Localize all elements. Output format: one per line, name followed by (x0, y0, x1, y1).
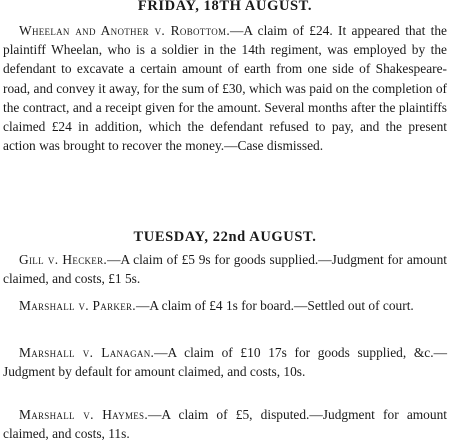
case-entry (3, 343, 447, 381)
case-parties: Marshall v. Lanagan. (19, 345, 155, 360)
case-entry (3, 250, 447, 288)
case-text: —A claim of £4 1s for board.—Settled out of court. (135, 298, 414, 313)
case-parties: Marshall v. Parker. (19, 298, 136, 313)
case-entry (3, 296, 447, 315)
case-text: —A claim of £10 17s for goods supplied, &c.—Judgment by default for amount claimed, and costs, 10s. (3, 345, 447, 380)
case-parties: Wheelan and Another v. Robottom. (19, 23, 230, 38)
case-entry (3, 21, 447, 155)
case-text: —A claim of £5 9s for goods supplied.—Judgment for amount claimed, and costs, £1 5s. (3, 252, 447, 287)
case-text: —A claim of £5, disputed.—Judgment for amount claimed, and costs, 11s. (3, 407, 447, 442)
case-text: —A claim of £24. It appeared that the plaintiff Wheelan, who is a soldier in the 14th regiment, was employed by the defendant to excavate a certain amount of earth from one side of Shakespeare-road, and convey it away, for the sum of £30, which was paid on the completion of the contract, and a receipt given for the amount. Several months after the plaintiffs claimed £24 in addition, which the defendant refused to pay, and the present action was brought to recover the money.—Case dismissed. (3, 23, 447, 154)
case-parties: Marshall v. Haymes. (19, 407, 149, 422)
section-heading-tuesday: TUESDAY, 22nd AUGUST. (133, 229, 317, 245)
case-entry (3, 405, 447, 443)
case-parties: Gill v. Hecker. (19, 252, 108, 267)
section-heading-friday: FRIDAY, 18TH AUGUST. (137, 0, 313, 14)
